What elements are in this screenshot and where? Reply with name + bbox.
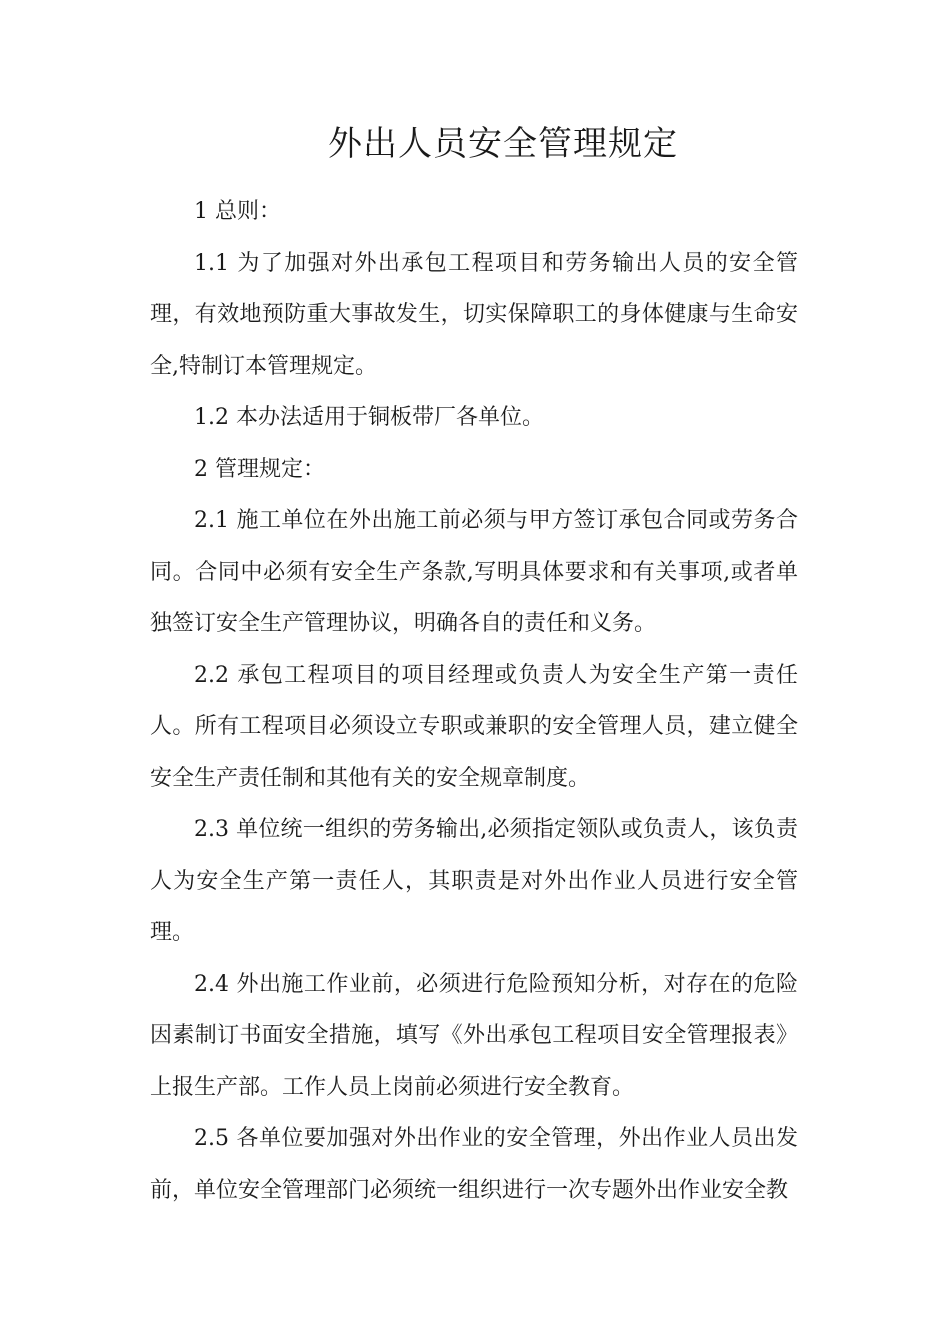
paragraph-section-1: 1 总则： <box>194 199 281 224</box>
paragraph-section-2: 2 管理规定： <box>194 456 325 482</box>
paragraph-2-2: 2.2 承包工程项目的项目经理或负责人为安全生产第一责任人。所有工程项目必须设立专职或兼职的安全管理人员，建立健全安全生产责任制和其他有关的安全规章制度。 <box>150 662 798 791</box>
document-body <box>150 186 798 1216</box>
paragraph-1-2: 1.2 本办法适用于铜板带厂各单位。 <box>194 405 544 430</box>
paragraph-2-1: 2.1 施工单位在外出施工前必须与甲方签订承包合同或劳务合同。合同中必须有安全生产条款,写明具体要求和有关事项,或者单独签订安全生产管理协议，明确各自的责任和义务。 <box>150 508 798 636</box>
paragraph-2-5: 2.5 各单位要加强对外出作业的安全管理，外出作业人员出发前，单位安全管理部门必须统一组织进行一次专题外出作业安全教 <box>150 1126 798 1203</box>
paragraph-2-4: 2.4 外出施工作业前，必须进行危险预知分析，对存在的危险因素制订书面安全措施，填写《外出承包工程项目安全管理报表》上报生产部。工作人员上岗前必须进行安全教育。 <box>150 971 798 1100</box>
paragraph-1-1: 1.1 为了加强对外出承包工程项目和劳务输出人员的安全管理，有效地预防重大事故发生，切实保障职工的身体健康与生命安全,特制订本管理规定。 <box>150 250 798 379</box>
document-title: 外出人员安全管理规定 <box>328 124 678 164</box>
paragraph-2-3: 2.3 单位统一组织的劳务输出,必须指定领队或负责人，该负责人为安全生产第一责任人，其职责是对外出作业人员进行安全管理。 <box>150 817 798 945</box>
